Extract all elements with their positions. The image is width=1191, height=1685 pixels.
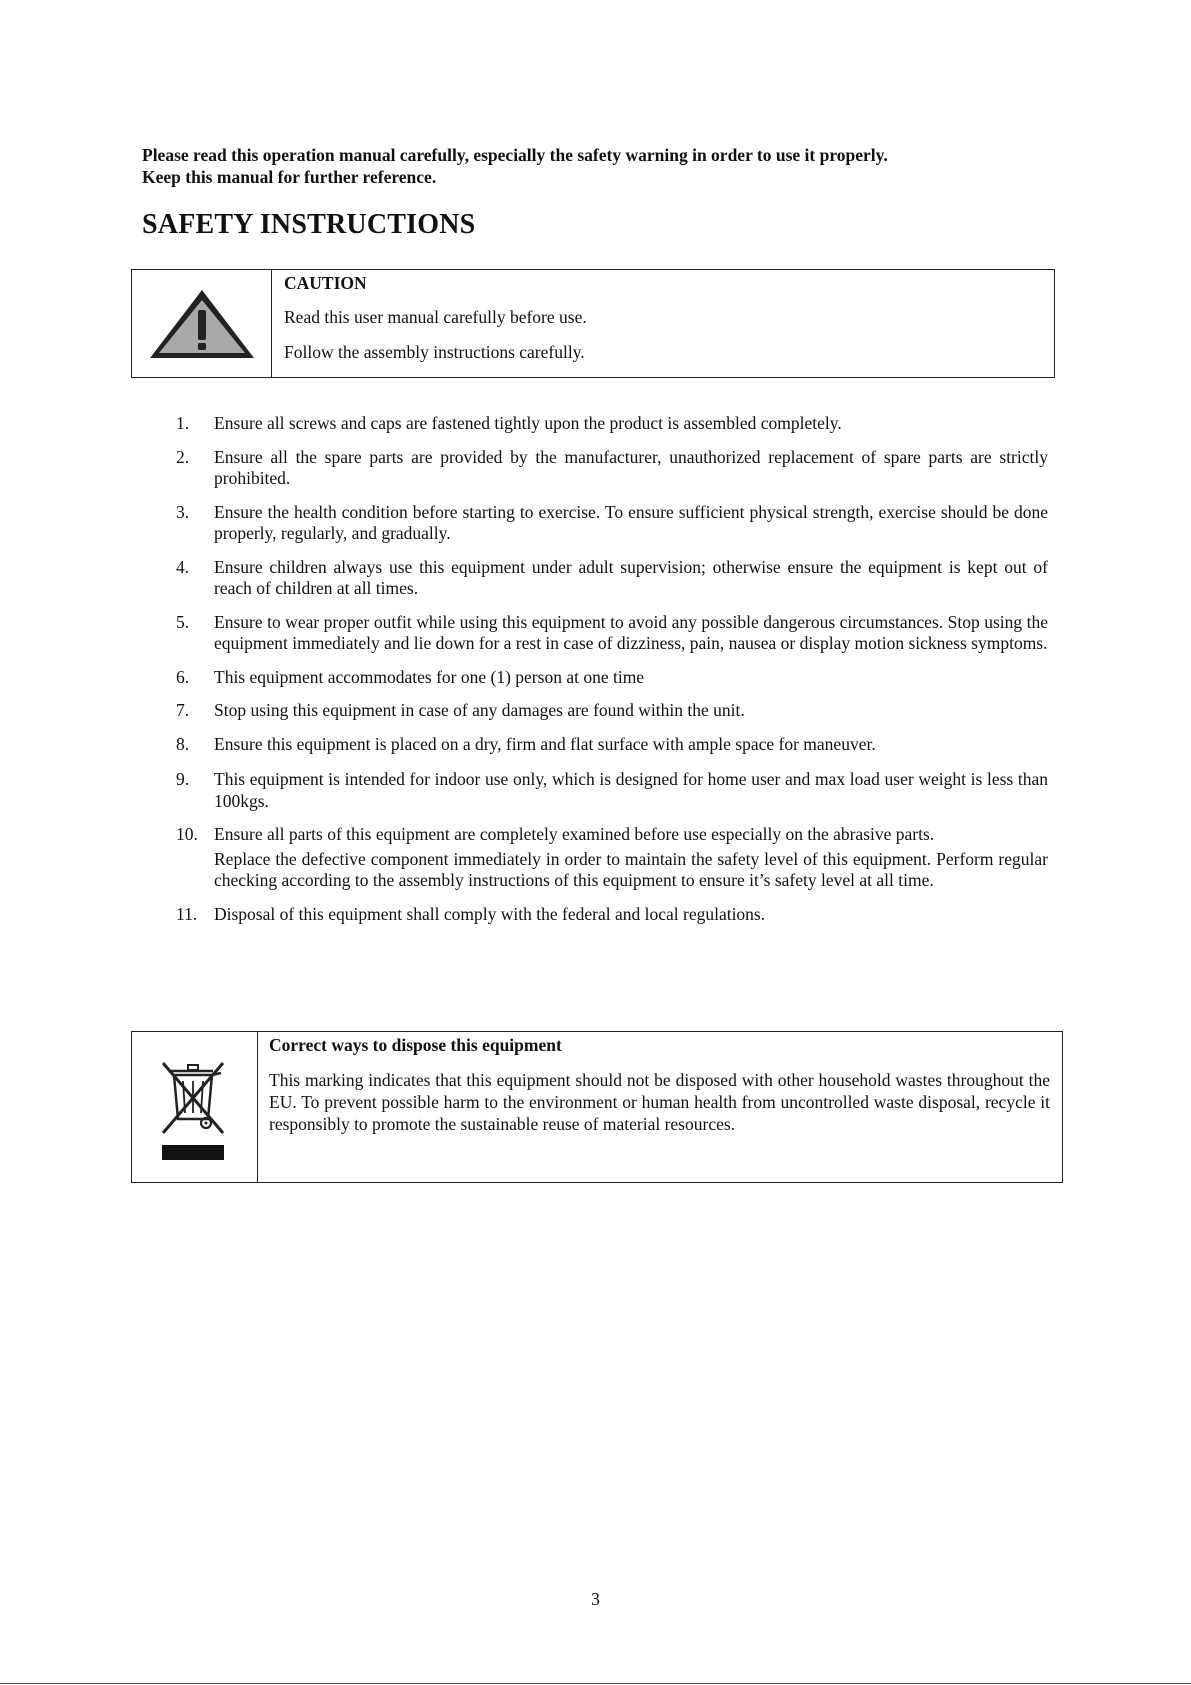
list-item-number: 5.: [176, 611, 190, 632]
list-item: [176, 557, 1048, 600]
list-item-text: Ensure to wear proper outfit while using this equipment to avoid any possible dangerous circumstances. Stop using the equipment immediately and lie down for a rest in case of dizziness, pain, nausea or display motion sickness symptoms.: [214, 611, 1048, 653]
disposal-heading: Correct ways to dispose this equipment: [269, 1035, 562, 1055]
list-item-extra-text: Replace the defective component immediately in order to maintain the safety level of this equipment. Perform regular checking according to the assembly instructions of this equipment to ensure it’s safety level at all time.: [214, 848, 1048, 890]
list-item-number: 1.: [176, 413, 190, 433]
list-item-text: Disposal of this equipment shall comply with the federal and local regulations.: [214, 903, 766, 924]
caution-heading: CAUTION: [284, 273, 367, 293]
list-item-number: 7.: [176, 700, 190, 720]
list-item: [176, 904, 1048, 926]
section-title: SAFETY INSTRUCTIONS: [142, 209, 476, 240]
list-item-text: Ensure all the spare parts are provided by the manufacturer, unauthorized replacement of spare parts are strictly prohibited.: [214, 446, 1048, 488]
caution-icon-cell: [132, 270, 272, 377]
list-item-text: Ensure this equipment is placed on a dry, firm and flat surface with ample space for maneuver.: [214, 733, 876, 754]
list-item-text: This equipment is intended for indoor use only, which is designed for home user and max load user weight is less than 100kgs.: [214, 769, 1048, 811]
list-item-number: 10.: [176, 824, 198, 844]
disposal-body: This marking indicates that this equipment should not be disposed with other household wastes throughout the EU. To prevent possible harm to the environment or human health from uncontrolled waste disposal, recycle it responsibly to promote the sustainable reuse of material resources.: [269, 1070, 1050, 1134]
list-item-number: 4.: [176, 556, 190, 577]
list-item: [176, 700, 1048, 722]
crossed-out-wheelie-bin-icon: [157, 1053, 233, 1161]
list-item-text: Ensure all screws and caps are fastened tightly upon the product is assembled completely.: [214, 413, 842, 433]
intro-line-1: Please read this operation manual carefully, especially the safety warning in order to use it properly.: [142, 145, 888, 165]
list-item-text: Ensure the health condition before starting to exercise. To ensure sufficient physical strength, exercise should be done properly, regularly, and gradually.: [214, 501, 1048, 543]
list-item: [176, 667, 1048, 689]
list-item-number: 11.: [176, 903, 198, 924]
caution-text: [272, 270, 1054, 377]
warning-triangle-icon: [146, 286, 258, 362]
list-item-number: 9.: [176, 769, 190, 789]
caution-line-1: Read this user manual carefully before use.: [284, 307, 587, 327]
list-item-text: This equipment accommodates for one (1) person at one time: [214, 666, 645, 687]
disposal-icon-cell: [132, 1032, 258, 1182]
list-item-number: 8.: [176, 733, 190, 754]
list-item: [176, 447, 1048, 490]
page-number: 3: [591, 1589, 600, 1609]
list-item-text: Stop using this equipment in case of any damages are found within the unit.: [214, 700, 745, 720]
intro-line-2: Keep this manual for further reference.: [142, 167, 437, 187]
list-item: [176, 612, 1048, 655]
list-item: [176, 824, 1048, 892]
list-item-number: 2.: [176, 446, 190, 467]
disposal-box: [131, 1031, 1063, 1183]
list-item-text: Ensure children always use this equipment under adult supervision; otherwise ensure the equipment is kept out of reach of children at all times.: [214, 556, 1048, 598]
list-item-number: 6.: [176, 666, 190, 687]
caution-box: [131, 269, 1055, 378]
list-item: [176, 413, 1048, 435]
page-bottom-divider: [0, 1683, 1191, 1684]
list-item-number: 3.: [176, 501, 190, 522]
list-item: [176, 502, 1048, 545]
caution-line-2: Follow the assembly instructions carefully.: [284, 342, 585, 362]
disposal-text: [258, 1032, 1062, 1182]
intro-notice: [142, 144, 1102, 188]
list-item: [176, 734, 1048, 756]
safety-rules-list: [176, 413, 1048, 937]
list-item: [176, 769, 1048, 812]
list-item-text: Ensure all parts of this equipment are completely examined before use especially on the abrasive parts.: [214, 824, 935, 844]
